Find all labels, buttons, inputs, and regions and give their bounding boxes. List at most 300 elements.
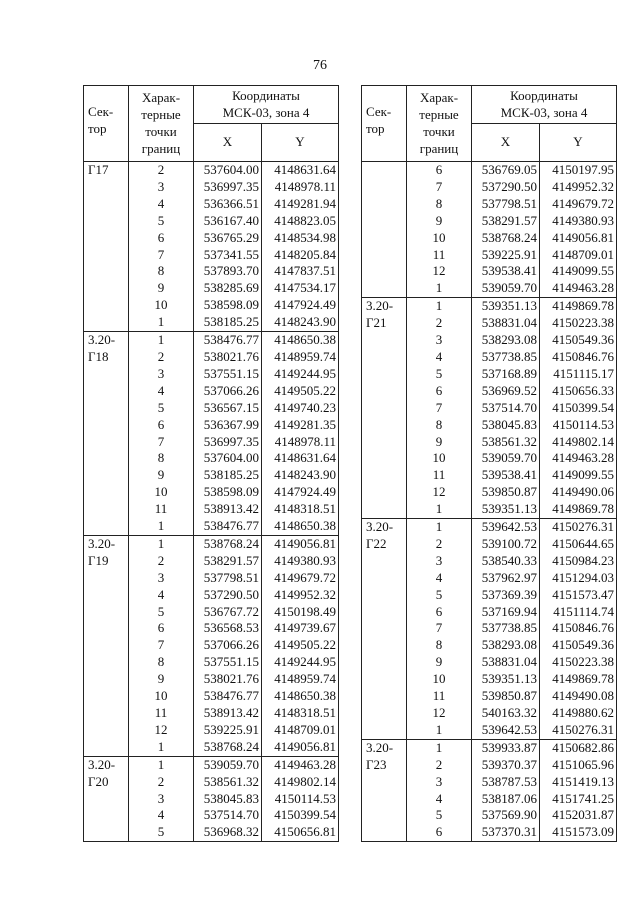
x-coordinate-cell: 537370.31 xyxy=(472,824,540,841)
x-coordinate-cell: 538768.24 xyxy=(472,230,540,247)
x-coordinate-cell: 537290.50 xyxy=(472,179,540,196)
coords-header-line: Координаты xyxy=(232,87,300,103)
sector-label: Г20 xyxy=(88,773,109,789)
table-row xyxy=(84,162,339,179)
x-coordinate-cell: 538187.06 xyxy=(472,791,540,808)
x-coordinate-cell: 538913.42 xyxy=(194,705,262,722)
y-coordinate-cell: 4150399.54 xyxy=(540,400,617,417)
x-coordinate-cell: 536366.51 xyxy=(194,196,262,213)
sector-header-line: тор xyxy=(366,120,385,136)
left-table-body xyxy=(84,162,339,842)
point-number-cell: 2 xyxy=(129,162,194,179)
right-table-body xyxy=(362,162,617,842)
sector-cell xyxy=(84,756,129,842)
x-coordinate-cell: 538291.57 xyxy=(194,553,262,570)
y-coordinate-cell: 4147924.49 xyxy=(262,297,339,314)
x-coordinate-cell: 536167.40 xyxy=(194,213,262,230)
point-number-cell: 1 xyxy=(407,519,472,536)
y-coordinate-cell: 4151573.09 xyxy=(540,824,617,841)
points-header-line: границ xyxy=(419,140,459,156)
x-coordinate-cell: 539642.53 xyxy=(472,722,540,739)
point-number-cell: 5 xyxy=(129,604,194,621)
y-coordinate-cell: 4149463.28 xyxy=(540,450,617,467)
x-coordinate-cell: 538598.09 xyxy=(194,297,262,314)
x-coordinate-cell: 537514.70 xyxy=(472,400,540,417)
y-coordinate-cell: 4150276.31 xyxy=(540,519,617,536)
point-number-cell: 3 xyxy=(407,553,472,570)
x-coordinate-cell: 537169.94 xyxy=(472,604,540,621)
y-coordinate-cell: 4151294.03 xyxy=(540,570,617,587)
sector-label: 3.20- xyxy=(366,739,394,755)
y-coordinate-cell: 4149679.72 xyxy=(262,570,339,587)
y-coordinate-cell: 4148318.51 xyxy=(262,501,339,518)
x-coordinate-cell: 538185.25 xyxy=(194,467,262,484)
point-number-cell: 8 xyxy=(129,654,194,671)
x-coordinate-cell: 538561.32 xyxy=(472,434,540,451)
x-coordinate-cell: 538561.32 xyxy=(194,774,262,791)
x-coordinate-cell: 536769.05 xyxy=(472,162,540,179)
y-coordinate-cell: 4149679.72 xyxy=(540,196,617,213)
x-coordinate-cell: 537168.89 xyxy=(472,366,540,383)
y-coordinate-cell: 4149869.78 xyxy=(540,501,617,518)
sector-label: Г22 xyxy=(366,535,387,551)
y-coordinate-cell: 4150656.81 xyxy=(262,824,339,841)
points-header-line: точки xyxy=(423,123,455,139)
x-coordinate-cell: 539059.70 xyxy=(472,280,540,297)
point-number-cell: 5 xyxy=(407,807,472,824)
points-header-line: Харак- xyxy=(141,90,181,105)
y-coordinate-cell: 4147924.49 xyxy=(262,484,339,501)
y-coordinate-cell: 4150549.36 xyxy=(540,332,617,349)
sector-header xyxy=(362,86,407,162)
y-coordinate-cell: 4149463.28 xyxy=(540,280,617,297)
point-number-cell: 3 xyxy=(407,332,472,349)
point-number-cell: 8 xyxy=(407,637,472,654)
point-number-cell: 7 xyxy=(407,179,472,196)
y-coordinate-cell: 4150399.54 xyxy=(262,807,339,824)
y-coordinate-cell: 4148650.38 xyxy=(262,688,339,705)
point-number-cell: 9 xyxy=(407,654,472,671)
x-coordinate-cell: 536968.32 xyxy=(194,824,262,841)
coords-header-line: МСК-03, зона 4 xyxy=(222,104,310,120)
x-coordinate-cell: 538476.77 xyxy=(194,688,262,705)
x-coordinate-cell: 538185.25 xyxy=(194,314,262,331)
point-number-cell: 11 xyxy=(129,705,194,722)
y-coordinate-cell: 4149505.22 xyxy=(262,637,339,654)
x-coordinate-cell: 538831.04 xyxy=(472,654,540,671)
x-coordinate-cell: 538540.33 xyxy=(472,553,540,570)
x-coordinate-cell: 536997.35 xyxy=(194,434,262,451)
point-number-cell: 4 xyxy=(129,587,194,604)
y-coordinate-cell: 4151573.47 xyxy=(540,587,617,604)
x-coordinate-cell: 536568.53 xyxy=(194,620,262,637)
coords-header xyxy=(472,86,617,124)
sector-cell xyxy=(84,535,129,756)
sector-label: Г18 xyxy=(88,348,109,364)
point-number-cell: 7 xyxy=(407,620,472,637)
point-number-cell: 5 xyxy=(129,400,194,417)
x-coordinate-cell: 537290.50 xyxy=(194,587,262,604)
y-coordinate-cell: 4150198.49 xyxy=(262,604,339,621)
x-coordinate-cell: 539100.72 xyxy=(472,536,540,553)
point-number-cell: 11 xyxy=(407,467,472,484)
y-coordinate-cell: 4148243.90 xyxy=(262,314,339,331)
y-coordinate-cell: 4150846.76 xyxy=(540,620,617,637)
x-coordinate-cell: 539933.87 xyxy=(472,739,540,756)
y-coordinate-cell: 4150114.53 xyxy=(540,417,617,434)
point-number-cell: 1 xyxy=(407,501,472,518)
x-coordinate-cell: 537551.15 xyxy=(194,366,262,383)
x-coordinate-cell: 539351.13 xyxy=(472,671,540,688)
point-number-cell: 6 xyxy=(407,604,472,621)
x-coordinate-cell: 536969.52 xyxy=(472,383,540,400)
point-number-cell: 5 xyxy=(129,213,194,230)
sector-label: 3.20- xyxy=(366,519,394,535)
point-number-cell: 8 xyxy=(407,417,472,434)
y-coordinate-cell: 4150223.38 xyxy=(540,315,617,332)
points-header-line: Харак- xyxy=(419,90,459,105)
sector-label: Г23 xyxy=(366,756,387,772)
x-coordinate-cell: 538293.08 xyxy=(472,637,540,654)
y-coordinate-cell: 4151741.25 xyxy=(540,791,617,808)
point-number-cell: 6 xyxy=(407,162,472,179)
x-coordinate-cell: 538291.57 xyxy=(472,213,540,230)
point-number-cell: 12 xyxy=(407,263,472,280)
point-number-cell: 10 xyxy=(129,484,194,501)
point-number-cell: 12 xyxy=(407,484,472,501)
x-coordinate-cell: 538768.24 xyxy=(194,535,262,552)
sector-cell xyxy=(362,519,407,740)
x-coordinate-cell: 537962.97 xyxy=(472,570,540,587)
point-number-cell: 5 xyxy=(129,824,194,841)
sector-label: 3.20- xyxy=(88,332,116,348)
point-number-cell: 9 xyxy=(129,467,194,484)
x-coordinate-cell: 537066.26 xyxy=(194,383,262,400)
point-number-cell: 8 xyxy=(129,263,194,280)
point-number-cell: 2 xyxy=(407,757,472,774)
point-number-cell: 4 xyxy=(407,791,472,808)
point-number-cell: 11 xyxy=(129,501,194,518)
point-number-cell: 2 xyxy=(129,774,194,791)
x-coordinate-cell: 537569.90 xyxy=(472,807,540,824)
y-coordinate-cell: 4152031.87 xyxy=(540,807,617,824)
x-coordinate-cell: 539059.70 xyxy=(194,756,262,773)
point-number-cell: 9 xyxy=(407,213,472,230)
point-number-cell: 1 xyxy=(129,332,194,349)
point-number-cell: 4 xyxy=(407,349,472,366)
x-coordinate-cell: 536367.99 xyxy=(194,417,262,434)
table-row xyxy=(84,332,339,349)
y-coordinate-cell: 4149281.94 xyxy=(262,196,339,213)
y-header: Y xyxy=(540,124,617,162)
coordinates-table-right xyxy=(361,85,617,842)
y-coordinate-cell: 4148823.05 xyxy=(262,213,339,230)
point-number-cell: 2 xyxy=(407,315,472,332)
points-header xyxy=(407,86,472,162)
y-coordinate-cell: 4149244.95 xyxy=(262,366,339,383)
y-coordinate-cell: 4148709.01 xyxy=(540,247,617,264)
points-header-line: терные xyxy=(419,106,459,122)
x-coordinate-cell: 537798.51 xyxy=(194,570,262,587)
y-coordinate-cell: 4150197.95 xyxy=(540,162,617,179)
points-header-line: точки xyxy=(145,123,177,139)
sector-label: Г21 xyxy=(366,315,387,331)
y-coordinate-cell: 4149740.23 xyxy=(262,400,339,417)
sector-label: Г17 xyxy=(88,162,109,177)
coords-header-line: МСК-03, зона 4 xyxy=(500,104,588,120)
x-coordinate-cell: 538787.53 xyxy=(472,774,540,791)
y-coordinate-cell: 4150276.31 xyxy=(540,722,617,739)
point-number-cell: 9 xyxy=(129,671,194,688)
x-coordinate-cell: 537551.15 xyxy=(194,654,262,671)
point-number-cell: 3 xyxy=(129,366,194,383)
x-header: X xyxy=(194,124,262,162)
x-coordinate-cell: 538476.77 xyxy=(194,332,262,349)
table-row xyxy=(362,298,617,315)
point-number-cell: 6 xyxy=(129,230,194,247)
point-number-cell: 2 xyxy=(407,536,472,553)
point-number-cell: 4 xyxy=(129,383,194,400)
point-number-cell: 10 xyxy=(129,688,194,705)
x-coordinate-cell: 539225.91 xyxy=(194,722,262,739)
y-coordinate-cell: 4151419.13 xyxy=(540,774,617,791)
y-coordinate-cell: 4148318.51 xyxy=(262,705,339,722)
y-coordinate-cell: 4149056.81 xyxy=(262,739,339,756)
point-number-cell: 3 xyxy=(129,791,194,808)
y-coordinate-cell: 4150223.38 xyxy=(540,654,617,671)
y-coordinate-cell: 4148709.01 xyxy=(262,722,339,739)
point-number-cell: 12 xyxy=(407,705,472,722)
points-header-line: границ xyxy=(141,140,181,156)
y-coordinate-cell: 4151114.74 xyxy=(540,604,617,621)
y-coordinate-cell: 4147837.51 xyxy=(262,263,339,280)
y-coordinate-cell: 4148534.98 xyxy=(262,230,339,247)
y-coordinate-cell: 4149490.08 xyxy=(540,688,617,705)
x-coordinate-cell: 536567.15 xyxy=(194,400,262,417)
point-number-cell: 12 xyxy=(129,722,194,739)
sector-cell xyxy=(362,298,407,519)
y-coordinate-cell: 4147534.17 xyxy=(262,280,339,297)
point-number-cell: 1 xyxy=(129,739,194,756)
sector-header-line: тор xyxy=(88,120,107,136)
x-coordinate-cell: 538021.76 xyxy=(194,671,262,688)
point-number-cell: 7 xyxy=(129,247,194,264)
point-number-cell: 7 xyxy=(129,637,194,654)
point-number-cell: 10 xyxy=(407,671,472,688)
point-number-cell: 6 xyxy=(407,383,472,400)
point-number-cell: 1 xyxy=(129,314,194,331)
point-number-cell: 11 xyxy=(407,688,472,705)
y-coordinate-cell: 4149056.81 xyxy=(540,230,617,247)
y-coordinate-cell: 4149281.35 xyxy=(262,417,339,434)
y-coordinate-cell: 4149869.78 xyxy=(540,298,617,315)
point-number-cell: 1 xyxy=(407,298,472,315)
x-coordinate-cell: 536997.35 xyxy=(194,179,262,196)
point-number-cell: 1 xyxy=(129,756,194,773)
y-coordinate-cell: 4149099.55 xyxy=(540,263,617,280)
sector-cell xyxy=(84,332,129,536)
point-number-cell: 6 xyxy=(129,620,194,637)
table-row xyxy=(362,162,617,179)
point-number-cell: 1 xyxy=(407,722,472,739)
y-coordinate-cell: 4149244.95 xyxy=(262,654,339,671)
y-coordinate-cell: 4148243.90 xyxy=(262,467,339,484)
x-coordinate-cell: 537604.00 xyxy=(194,450,262,467)
sector-label: 3.20- xyxy=(366,298,394,314)
point-number-cell: 7 xyxy=(129,434,194,451)
point-number-cell: 1 xyxy=(407,739,472,756)
x-coordinate-cell: 536767.72 xyxy=(194,604,262,621)
x-coordinate-cell: 539370.37 xyxy=(472,757,540,774)
point-number-cell: 6 xyxy=(129,417,194,434)
point-number-cell: 5 xyxy=(407,587,472,604)
y-coordinate-cell: 4150644.65 xyxy=(540,536,617,553)
x-coordinate-cell: 538768.24 xyxy=(194,739,262,756)
y-coordinate-cell: 4148978.11 xyxy=(262,179,339,196)
y-coordinate-cell: 4149463.28 xyxy=(262,756,339,773)
sector-label: 3.20- xyxy=(88,756,116,772)
x-coordinate-cell: 539538.41 xyxy=(472,263,540,280)
x-coordinate-cell: 539351.13 xyxy=(472,501,540,518)
y-coordinate-cell: 4148205.84 xyxy=(262,247,339,264)
y-coordinate-cell: 4150549.36 xyxy=(540,637,617,654)
y-coordinate-cell: 4150656.33 xyxy=(540,383,617,400)
point-number-cell: 1 xyxy=(129,535,194,552)
x-coordinate-cell: 538045.83 xyxy=(472,417,540,434)
x-coordinate-cell: 539850.87 xyxy=(472,484,540,501)
y-coordinate-cell: 4148978.11 xyxy=(262,434,339,451)
x-coordinate-cell: 537738.85 xyxy=(472,349,540,366)
y-coordinate-cell: 4148959.74 xyxy=(262,671,339,688)
x-coordinate-cell: 537514.70 xyxy=(194,807,262,824)
point-number-cell: 4 xyxy=(129,807,194,824)
y-coordinate-cell: 4151115.17 xyxy=(540,366,617,383)
y-coordinate-cell: 4148631.64 xyxy=(262,450,339,467)
x-coordinate-cell: 536765.29 xyxy=(194,230,262,247)
y-coordinate-cell: 4149952.32 xyxy=(540,179,617,196)
y-coordinate-cell: 4151065.96 xyxy=(540,757,617,774)
table-row xyxy=(362,739,617,756)
x-coordinate-cell: 540163.32 xyxy=(472,705,540,722)
x-coordinate-cell: 537893.70 xyxy=(194,263,262,280)
point-number-cell: 7 xyxy=(407,400,472,417)
y-coordinate-cell: 4149880.62 xyxy=(540,705,617,722)
point-number-cell: 10 xyxy=(407,230,472,247)
page-number: 76 xyxy=(313,58,327,73)
y-coordinate-cell: 4149505.22 xyxy=(262,383,339,400)
y-coordinate-cell: 4149380.93 xyxy=(540,213,617,230)
x-coordinate-cell: 539059.70 xyxy=(472,450,540,467)
point-number-cell: 8 xyxy=(407,196,472,213)
y-coordinate-cell: 4150114.53 xyxy=(262,791,339,808)
coords-header-line: Координаты xyxy=(510,87,578,103)
table-row xyxy=(84,756,339,773)
point-number-cell: 1 xyxy=(129,518,194,535)
y-header: Y xyxy=(262,124,339,162)
sector-header xyxy=(84,86,129,162)
point-number-cell: 4 xyxy=(407,570,472,587)
point-number-cell: 9 xyxy=(129,280,194,297)
x-coordinate-cell: 537798.51 xyxy=(472,196,540,213)
point-number-cell: 2 xyxy=(129,349,194,366)
y-coordinate-cell: 4149869.78 xyxy=(540,671,617,688)
sector-header-line: Сек- xyxy=(88,104,114,119)
y-coordinate-cell: 4149802.14 xyxy=(540,434,617,451)
sector-label: Г19 xyxy=(88,552,109,568)
sector-cell xyxy=(362,739,407,841)
point-number-cell: 8 xyxy=(129,450,194,467)
y-coordinate-cell: 4150682.86 xyxy=(540,739,617,756)
x-coordinate-cell: 539351.13 xyxy=(472,298,540,315)
sector-cell xyxy=(362,162,407,298)
x-coordinate-cell: 537369.39 xyxy=(472,587,540,604)
y-coordinate-cell: 4148631.64 xyxy=(262,162,339,179)
y-coordinate-cell: 4149490.06 xyxy=(540,484,617,501)
x-coordinate-cell: 537066.26 xyxy=(194,637,262,654)
coords-header xyxy=(194,86,339,124)
y-coordinate-cell: 4148959.74 xyxy=(262,349,339,366)
y-coordinate-cell: 4149380.93 xyxy=(262,553,339,570)
point-number-cell: 9 xyxy=(407,434,472,451)
x-coordinate-cell: 539850.87 xyxy=(472,688,540,705)
x-coordinate-cell: 539225.91 xyxy=(472,247,540,264)
point-number-cell: 6 xyxy=(407,824,472,841)
points-header xyxy=(129,86,194,162)
point-number-cell: 11 xyxy=(407,247,472,264)
x-coordinate-cell: 537604.00 xyxy=(194,162,262,179)
point-number-cell: 4 xyxy=(129,196,194,213)
y-coordinate-cell: 4148650.38 xyxy=(262,332,339,349)
point-number-cell: 2 xyxy=(129,553,194,570)
table-row xyxy=(84,535,339,552)
sector-cell xyxy=(84,162,129,332)
y-coordinate-cell: 4149099.55 xyxy=(540,467,617,484)
x-coordinate-cell: 538021.76 xyxy=(194,349,262,366)
y-coordinate-cell: 4149952.32 xyxy=(262,587,339,604)
x-coordinate-cell: 539538.41 xyxy=(472,467,540,484)
y-coordinate-cell: 4150846.76 xyxy=(540,349,617,366)
y-coordinate-cell: 4149739.67 xyxy=(262,620,339,637)
x-coordinate-cell: 538913.42 xyxy=(194,501,262,518)
sector-label: 3.20- xyxy=(88,535,116,551)
point-number-cell: 3 xyxy=(407,774,472,791)
y-coordinate-cell: 4150984.23 xyxy=(540,553,617,570)
x-coordinate-cell: 537738.85 xyxy=(472,620,540,637)
table-row xyxy=(362,519,617,536)
point-number-cell: 10 xyxy=(129,297,194,314)
x-header: X xyxy=(472,124,540,162)
x-coordinate-cell: 538598.09 xyxy=(194,484,262,501)
points-header-line: терные xyxy=(141,106,181,122)
x-coordinate-cell: 538476.77 xyxy=(194,518,262,535)
point-number-cell: 5 xyxy=(407,366,472,383)
y-coordinate-cell: 4149802.14 xyxy=(262,774,339,791)
point-number-cell: 1 xyxy=(407,280,472,297)
point-number-cell: 3 xyxy=(129,179,194,196)
x-coordinate-cell: 538285.69 xyxy=(194,280,262,297)
x-coordinate-cell: 538293.08 xyxy=(472,332,540,349)
x-coordinate-cell: 539642.53 xyxy=(472,519,540,536)
sector-header-line: Сек- xyxy=(366,104,392,119)
y-coordinate-cell: 4148650.38 xyxy=(262,518,339,535)
coordinates-table-left xyxy=(83,85,339,842)
x-coordinate-cell: 538045.83 xyxy=(194,791,262,808)
x-coordinate-cell: 537341.55 xyxy=(194,247,262,264)
point-number-cell: 10 xyxy=(407,450,472,467)
point-number-cell: 3 xyxy=(129,570,194,587)
x-coordinate-cell: 538831.04 xyxy=(472,315,540,332)
y-coordinate-cell: 4149056.81 xyxy=(262,535,339,552)
